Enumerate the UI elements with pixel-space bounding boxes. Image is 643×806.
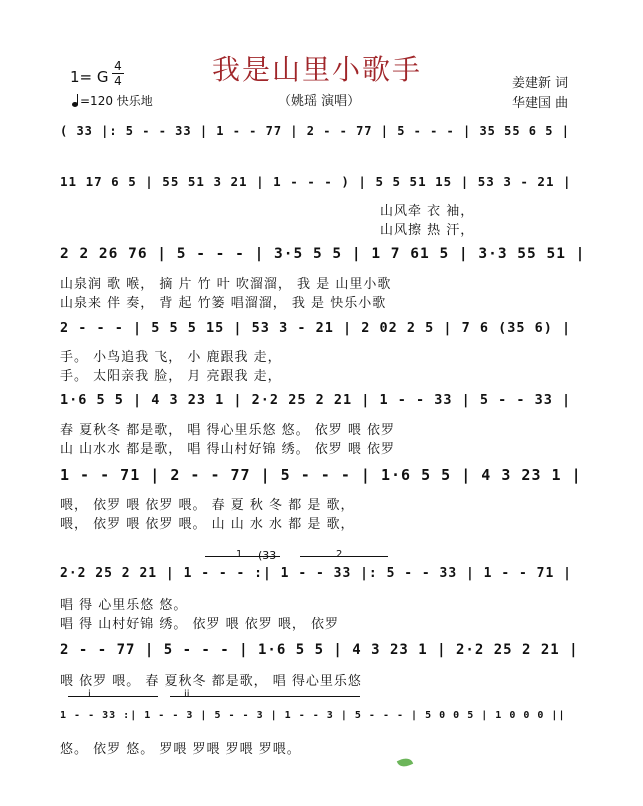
lyric-row-7-verse-1: 唱 得 心里乐悠 悠。 (60, 598, 188, 613)
volta-label-2: 2 (336, 549, 343, 560)
music-row-6: 1 - - 71 | 2 - - 77 | 5 - - - | 1·6 5 5 | 4 3 23 1 | (60, 466, 582, 484)
time-numerator: 4 (114, 59, 122, 73)
music-row-4: 2 - - - | 5 5 5 15 | 53 3 - 21 | 2 02 2 5 | 7 6 (35 6) | (60, 320, 572, 336)
lyric-row-4-verse-2: 手。 太阳亲我 脸， 月 亮跟我 走， (60, 369, 282, 384)
music-row-8: 2 - - 77 | 5 - - - | 1·6 5 5 | 4 3 23 1 | 2·2 25 2 21 | (60, 642, 579, 658)
music-row-9: 1 - - 33 :| 1 - - 3 | 5 - - 3 | 1 - - 3 | 5 - - - | 5 0 0 5 | 1 0 0 0 || (60, 710, 566, 721)
lyric-row-5-verse-1: 春 夏秋冬 都是歌， 唱 得心里乐悠 悠。 依罗 喂 依罗 (60, 423, 396, 438)
lyric-row-7-verse-2: 唱 得 山村好锦 绣。 依罗 喂 依罗 喂， 依罗 (60, 617, 340, 632)
volta-bracket-2 (300, 556, 388, 557)
lyricist-credit: 姜建新 词 (512, 76, 569, 91)
ending-label-ii: ii (184, 689, 190, 700)
leaf-icon (397, 755, 413, 769)
lyric-row-3-verse-2: 山泉来 伴 奏， 背 起 竹篓 唱溜溜， 我 是 快乐小歌 (60, 296, 387, 311)
lyric-row-5-verse-2: 山 山水水 都是歌， 唱 得山村好锦 绣。 依罗 喂 依罗 (60, 442, 396, 457)
time-denominator: 4 (114, 74, 122, 88)
lyric-row-3-verse-1: 山泉润 歌 喉， 摘 片 竹 叶 吹溜溜， 我 是 山里小歌 (60, 277, 392, 292)
time-signature (112, 60, 124, 87)
song-title: 我是山里小歌手 (212, 53, 423, 86)
music-row-5: 1·6 5 5 | 4 3 23 1 | 2·2 25 2 21 | 1 - - 33 | 5 - - 33 | (60, 392, 572, 408)
key-signature: 1= G (70, 68, 109, 86)
music-row-7: 2·2 25 2 21 | 1 - - - :| 1 - - 33 |: 5 - - 33 | 1 - - 71 | (60, 566, 572, 581)
lyric-row-8-verse-1: 喂 依罗 喂。 春 夏秋冬 都是歌， 唱 得心里乐悠 (60, 674, 362, 689)
composer-credit: 华建国 曲 (512, 96, 569, 111)
lyric-row-2-verse-2: 山风擦 热 汗， (380, 223, 475, 238)
ending-label-i: i (88, 689, 91, 700)
music-row-3: 2 2 26 76 | 5 - - - | 3·5 5 5 | 1 7 61 5 | 3·3 55 51 | (60, 246, 586, 262)
ending-bracket-ii (170, 696, 360, 697)
lyric-row-2-verse-1: 山风牵 衣 袖， (380, 204, 475, 219)
music-row-1: ( 33 |: 5 - - 33 | 1 - - 77 | 2 - - 77 | 5 - - - | 35 55 6 5 | (60, 124, 570, 138)
tempo-text: =120 快乐地 (80, 94, 153, 108)
volta-label-1: 1 (236, 549, 243, 560)
lyric-row-9-verse-1: 悠。 依罗 悠。 罗喂 罗喂 罗喂 罗喂。 (60, 742, 301, 757)
quarter-note-icon (72, 102, 78, 107)
ending-bracket-i (68, 696, 158, 697)
lyric-row-6-verse-2: 喂， 依罗 喂 依罗 喂。 山 山 水 水 都 是 歌， (60, 517, 355, 532)
lyric-row-6-verse-1: 喂， 依罗 喂 依罗 喂。 春 夏 秋 冬 都 是 歌， (60, 498, 355, 513)
tempo-marking (72, 92, 153, 109)
music-row-2: 11 17 6 5 | 55 51 3 21 | 1 - - - ) | 5 5 51 15 | 53 3 - 21 | (60, 174, 572, 189)
performer-credit: （姚瑶 演唱） (278, 94, 361, 109)
volta-mid-label: (33 (258, 549, 277, 562)
lyric-row-4-verse-1: 手。 小鸟追我 飞， 小 鹿跟我 走， (60, 350, 282, 365)
